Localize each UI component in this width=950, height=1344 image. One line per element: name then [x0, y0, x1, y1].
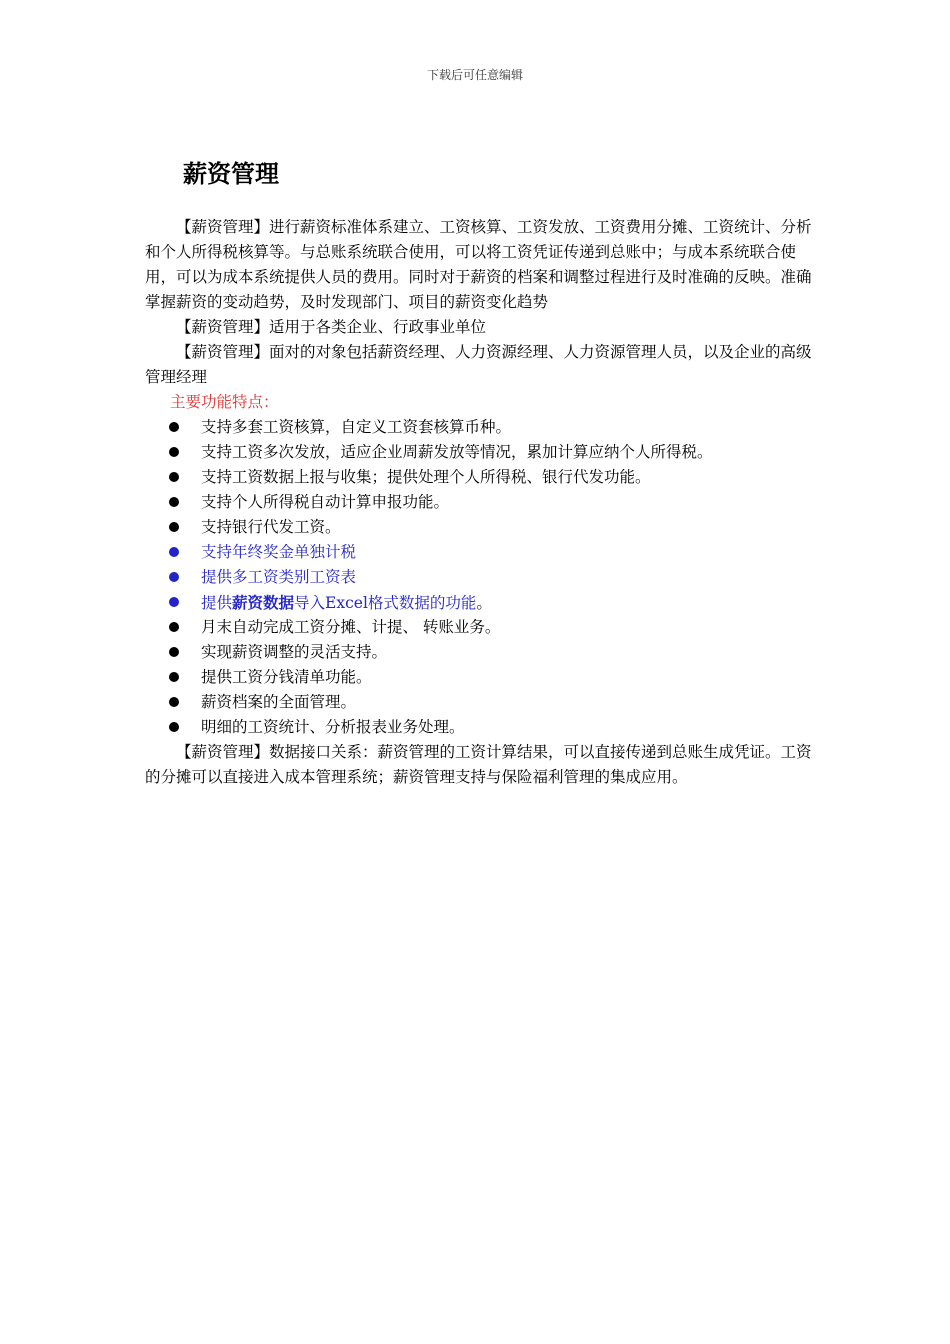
feature-text-suffix: 导入Excel格式数据的功能 [294, 594, 477, 612]
feature-item [145, 440, 825, 465]
features-heading: 主要功能特点： [170, 393, 279, 411]
feature-text: 薪资档案的全面管理。 [201, 693, 357, 711]
bullet-icon [169, 722, 179, 732]
feature-item [145, 640, 825, 665]
feature-item [145, 490, 825, 515]
bullet-icon [169, 422, 179, 432]
bullet-icon [169, 647, 179, 657]
feature-text: 月末自动完成工资分摊、计提、 转账业务。 [201, 618, 501, 636]
scope-paragraph: 【薪资管理】适用于各类企业、行政事业单位 [176, 318, 487, 336]
bullet-icon [169, 572, 179, 582]
bullet-icon [169, 522, 179, 532]
feature-text-prefix: 提供 [201, 594, 233, 612]
feature-item [145, 715, 825, 740]
feature-bold-term: 薪资数据 [232, 593, 295, 612]
feature-item-highlighted [145, 590, 825, 615]
bullet-icon [169, 622, 179, 632]
feature-text: 支持多套工资核算，自定义工资套核算币种。 [201, 418, 512, 436]
feature-list [145, 415, 825, 740]
bullet-icon [169, 672, 179, 682]
feature-item [145, 665, 825, 690]
bullet-icon [169, 497, 179, 507]
intro-paragraph: 【薪资管理】进行薪资标准体系建立、工资核算、工资发放、工资费用分摊、工资统计、分析和个人所得税核算等。与总账系统联合使用，可以将工资凭证传递到总账中；与成本系统联合使用，可以为成本系统提供人员的费用。同时对于薪资的档案和调整过程进行及时准确的反映。准确掌握薪资的变动趋势，及时发现部门、项目的薪资变化趋势 [145, 218, 812, 311]
feature-text: 支持个人所得税自动计算申报功能。 [201, 493, 450, 511]
bullet-icon [169, 697, 179, 707]
feature-text-tail: 。 [476, 594, 492, 612]
feature-text: 支持银行代发工资。 [201, 518, 341, 536]
feature-text: 支持工资数据上报与收集；提供处理个人所得税、银行代发功能。 [201, 468, 651, 486]
feature-item [145, 690, 825, 715]
closing-paragraph: 【薪资管理】数据接口关系：薪资管理的工资计算结果，可以直接传递到总账生成凭证。工资的分摊可以直接进入成本管理系统；薪资管理支持与保险福利管理的集成应用。 [145, 743, 812, 786]
bullet-icon [169, 447, 179, 457]
bullet-icon [169, 472, 179, 482]
bullet-icon [169, 597, 179, 607]
bullet-icon [169, 547, 179, 557]
feature-item-highlighted [145, 565, 825, 590]
feature-text: 提供多工资类别工资表 [201, 568, 357, 586]
feature-text: 提供工资分钱清单功能。 [201, 668, 372, 686]
audience-paragraph: 【薪资管理】面对的对象包括薪资经理、人力资源经理、人力资源管理人员，以及企业的高级管理经理 [145, 343, 812, 386]
feature-text: 支持年终奖金单独计税 [201, 543, 357, 561]
feature-text: 明细的工资统计、分析报表业务处理。 [201, 718, 465, 736]
feature-item [145, 465, 825, 490]
feature-text: 实现薪资调整的灵活支持。 [201, 643, 388, 661]
header-note: 下载后可任意编辑 [426, 68, 523, 82]
feature-item [145, 515, 825, 540]
feature-item [145, 415, 825, 440]
document-body [145, 215, 825, 790]
feature-item [145, 615, 825, 640]
document-title: 薪资管理 [183, 160, 279, 188]
feature-item-highlighted [145, 540, 825, 565]
feature-text: 支持工资多次发放，适应企业周薪发放等情况，累加计算应纳个人所得税。 [201, 443, 713, 461]
